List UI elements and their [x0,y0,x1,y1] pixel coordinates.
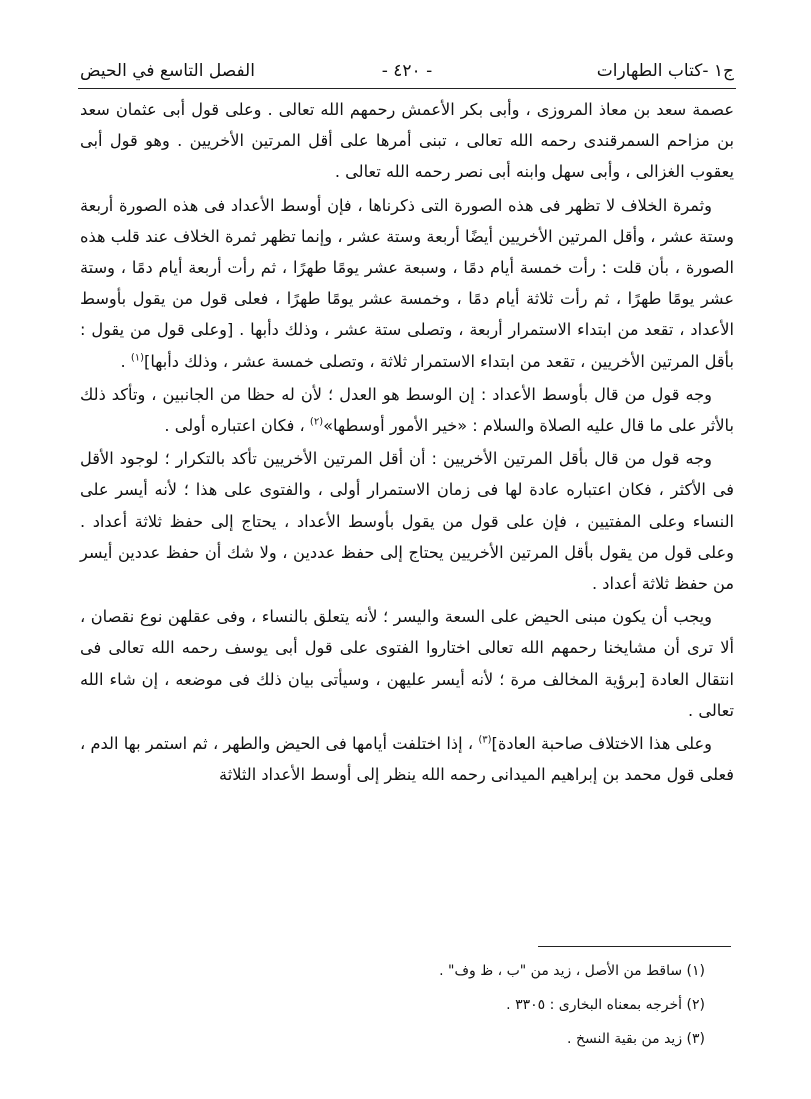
footnote-divider [538,946,731,947]
paragraph-2-end: . [120,351,131,371]
paragraph-4: وجه قول من قال بأقل المرتين الأخريين : أن أقل المرتين الأخريين تأكد بالتكرار ؛ لوجود الأقل فى الأكثر ، فكان اعتباره عادة لها فى زمان الاستمرار أولى ، والفتوى على هذا ؛ لأنه أيسر على النساء وعلى المفتيين ، فإن على قول من يقول بأوسط الأعداد ، يحتاج إلى حفظ ثلاثة أعداد . وعلى قول من يقول بأقل المرتين الأخريين يحتاج إلى حفظ عددين ، ولا شك أن حفظ عددين أيسر من حفظ ثلاثة أعداد . [80,449,734,594]
footnote-ref-3: (٣) [478,734,492,746]
paragraph-3-end: ، فكان اعتباره أولى . [164,416,310,436]
main-text [80,94,734,790]
footnotes [80,954,705,1056]
paragraph-6 [80,728,734,790]
footnote-3: (٣) زيد من بقية النسخ . [567,1031,705,1047]
page-header [80,50,734,90]
footnote-1: (١) ساقط من الأصل ، زيد من "ب ، ظ وف" . [439,963,705,979]
paragraph-5: ويجب أن يكون مبنى الحيض على السعة واليسر ؛ لأنه يتعلق بالنساء ، وفى عقلهن نوع نقصان ، ألا ترى أن مشايخنا رحمهم الله تعالى اختاروا الفتوى على قول أبى يوسف رحمه الله تعالى فى انتقال العادة [برؤية المخالف مرة ؛ لأنه أيسر عليهن ، وسيأتى بيان ذلك فى موضعه ، إن شاء الله تعالى . [80,607,734,720]
footnote-2: (٢) أخرجه بمعناه البخارى : ٣٣٠٥ . [506,997,705,1013]
chapter-title: الفصل التاسع في الحيض [80,61,255,81]
paragraph-1: عصمة سعد بن معاذ المروزى ، وأبى بكر الأعمش رحمهم الله تعالى . وعلى قول أبى عثمان سعد بن مزاحم السمرقندى رحمه الله تعالى ، تبنى أمرها على أقل المرتين الأخريين . وهو قول أبى يعقوب الغزالى ، وأبى سهل وابنه أبى نصر رحمه الله تعالى . [80,100,734,182]
paragraph-2-text: وثمرة الخلاف لا تظهر فى هذه الصورة التى ذكرناها ، فإن أوسط الأعداد فى هذه الصورة أربعة وستة عشر ، وأقل المرتين الأخريين أيضًا أربعة وستة عشر ، وإنما تظهر ثمرة الخلاف عند قلب هذه الصورة ، بأن قلت : رأت خمسة أيام دمًا ، وسبعة عشر يومًا طهرًا ، ثم رأت أربعة أيام دمًا ، وستة عشر يومًا طهرًا ، ثم رأت ثلاثة أيام دمًا ، وخمسة عشر يومًا طهرًا ، فعلى قول من يقول بأوسط الأعداد ، تقعد من ابتداء الاستمرار أربعة ، وتصلى ستة عشر ، وذلك دأبها . [وعلى قول من يقول : بأقل المرتين الأخريين ، تقعد من ابتداء الاستمرار ثلاثة ، وتصلى خمسة عشر ، وذلك دأبها] [80,195,734,371]
footnote-ref-1: (١) [130,352,145,364]
paragraph-6-end: ، إذا اختلفت أيامها فى الحيض والطهر ، ثم استمر بها الدم ، فعلى قول محمد بن إبراهيم الميدانى رحمه الله ينظر إلى أوسط الأعداد الثلاثة [80,734,734,785]
paragraph-6-text: وعلى هذا الاختلاف صاحبة العادة] [491,734,712,754]
book-title: ج١ -كتاب الطهارات [596,61,734,81]
paragraph-2 [80,190,734,377]
paragraph-3-text: وجه قول من قال بأوسط الأعداد : إن الوسط هو العدل ؛ لأن له حظا من الجانبين ، وتأكد ذلك بالأثر على ما قال عليه الصلاة والسلام : «خير الأمور أوسطها» [80,384,734,436]
page-number: - ٤٢٠ - [381,61,433,81]
header-divider [78,88,736,89]
paragraph-3 [80,379,734,441]
footnote-ref-2: (٢) [309,416,324,428]
